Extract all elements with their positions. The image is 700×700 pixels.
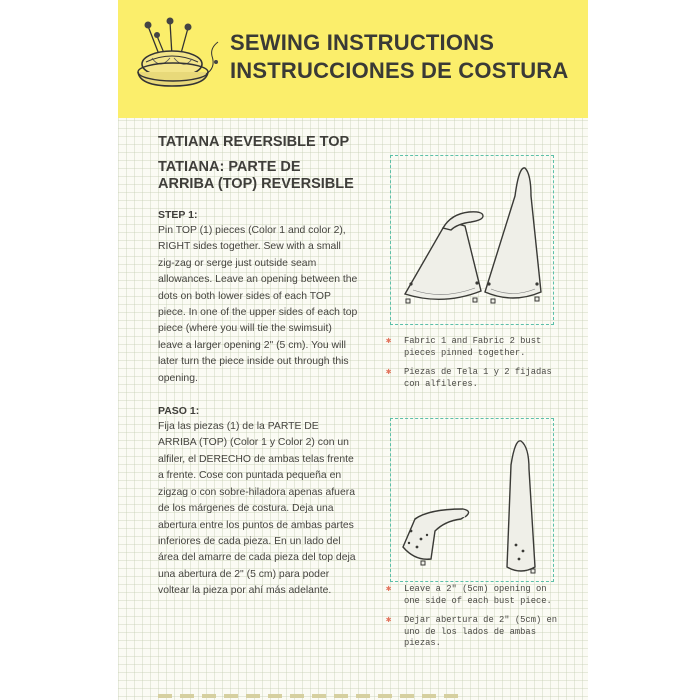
step1-label: STEP 1: [158, 209, 198, 221]
star-bullet-icon: ✱ [386, 336, 392, 346]
heading-english: TATIANA REVERSIBLE TOP [158, 134, 350, 150]
pincushion-icon [130, 12, 222, 98]
star-bullet-icon: ✱ [386, 367, 392, 377]
note-2-es: ✱ Dejar abertura de 2" (5cm) en uno de los lados de ambas piezas. [386, 615, 558, 648]
star-bullet-icon: ✱ [386, 584, 392, 594]
note-1-en: ✱ Fabric 1 and Fabric 2 bust pieces pinned together. [386, 336, 542, 358]
heading-spanish: TATIANA: PARTE DE ARRIBA (TOP) REVERSIBLE [158, 159, 354, 192]
note-2-en: ✱ Leave a 2" (5cm) opening on one side of each bust piece. [386, 584, 552, 606]
figure-2-opening [390, 418, 554, 582]
figure-1-notes [386, 336, 566, 398]
figure-2-notes [386, 584, 566, 658]
footer-divider [158, 694, 458, 698]
step1-text: Pin TOP (1) pieces (Color 1 and color 2), RIGHT sides together. Sew with a small zig-zag or serge just outside seam allowances. Leave an opening between the dots on both lower sides of each TOP piece. In one of the upper sides of each top piece (where you will tie the swimsuit) leave a larger opening 2" (5 cm). You will later turn the piece inside out through this opening. [158, 225, 358, 384]
instruction-page [118, 0, 588, 700]
title-spanish: INSTRUCCIONES DE COSTURA [230, 58, 569, 83]
paso1-label: PASO 1: [158, 405, 200, 418]
opening-illustration [391, 419, 553, 581]
note-1-es: ✱ Piezas de Tela 1 y 2 fijadas con alfileres. [386, 367, 552, 389]
figure-1-pinned-pieces [390, 155, 554, 325]
paso1-text: Fija las piezas (1) de la PARTE DE ARRIBA (TOP) (Color 1 y Color 2) con un alfiler, el DERECHO de ambas telas frente a frente. Cose con puntada pequeña en zigzag o con sobre-hiladora apenas afuera de los márgenes de costura. Deja una abertura entre los puntos de ambas partes inferiores de cada pieza. En un lado del área del amarre de cada pieza del top deja una abertura de 2" (5 cm) para poder voltear la pieza por ahí más adelante. [158, 421, 356, 597]
instructions-column [158, 134, 358, 600]
bust-pieces-pinned-illustration [391, 156, 553, 324]
title-english: SEWING INSTRUCTIONS [230, 30, 495, 55]
star-bullet-icon: ✱ [386, 615, 392, 625]
header-banner [118, 0, 588, 118]
